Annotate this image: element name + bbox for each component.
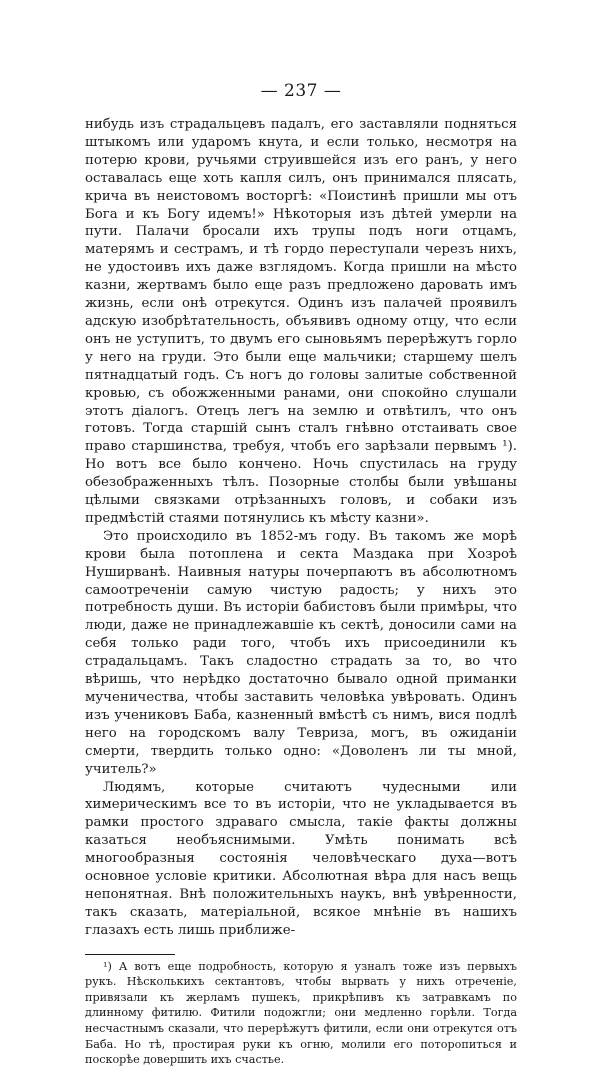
paragraph-3: Людямъ, которые считаютъ чудесными или химерическимъ все то въ исторіи, что не укладывается въ рамки простого здраваго смысла, такіе факты должны казаться необъяснимыми. Умѣть понимать всѣ многообразныя состоянія человѣческаго духа—вотъ основное условіе критики. Абсолютная вѣра для насъ вещь непонятная. Внѣ положительныхъ наукъ, внѣ увѣренности, такъ сказать, матеріальной, всякое мнѣніе въ нашихъ глазахъ есть лишь приближе- [85,779,517,938]
book-page [85,80,517,1068]
paragraph-2: Это происходило въ 1852-мъ году. Въ такомъ же морѣ крови была потоплена и секта Маздака при Хозроѣ Нуширванѣ. Наивныя натуры почерпаютъ въ абсолютномъ самоотреченіи самую чистую радость; у нихъ это потребность души. Въ исторіи бабистовъ были примѣры, что люди, даже не принадлежавшіе къ сектѣ, доносили сами на себя только ради того, чтобъ ихъ присоединили къ страдальцамъ. Такъ сладостно страдать за то, во что вѣришь, что нерѣдко достаточно бывало одной приманки мученичества, чтобы заставить человѣка увѣровать. Одинъ изъ учениковъ Баба, казненный вмѣстѣ съ нимъ, вися подлѣ него на городскомъ валу Тевриза, могъ, въ ожиданіи смерти, твердить только одно: «Доволенъ ли ты мной, учитель?» [85,528,517,777]
paragraph-1: нибудь изъ страдальцевъ падалъ, его заставляли подняться штыкомъ или ударомъ кнута, и если только, несмотря на потерю крови, ручьями струившейся изъ его ранъ, у него оставалась еще хоть капля силъ, онъ принимался плясать, крича въ неистовомъ восторгѣ: «Поистинѣ пришли мы отъ Бога и къ Богу идемъ!» Нѣкоторыя изъ дѣтей умерли на пути. Палачи бросали ихъ трупы подъ ноги отцамъ, матерямъ и сестрамъ, и тѣ гордо переступали черезъ нихъ, не удостоивъ ихъ даже взглядомъ. Когда пришли на мѣсто казни, жертвамъ было еще разъ предложено даровать имъ жизнь, если онѣ отрекутся. Одинъ изъ палачей проявилъ адскую изобрѣтательность, объявивъ одному отцу, что если онъ не уступитъ, то двумъ его сыновьямъ перерѣжутъ горло у него на груди. Это были еще мальчики; старшему шелъ пятнадцатый годъ. Съ ногъ до головы залитые собственной кровью, съ обожженными ранами, они спокойно слушали этотъ діалогъ. Отецъ легъ на землю и отвѣтилъ, что онъ готовъ. Тогда старшій сынъ сталъ гнѣвно отстаивать свое право старшинства, требуя, чтобъ его зарѣзали первымъ ¹). Но вотъ все было кончено. Ночь спустилась на груду обезображенныхъ тѣлъ. Позорные столбы были увѣшаны цѣлыми связками отрѣзанныхъ головъ, и собаки изъ предмѣстій стаями потянулись къ мѣсту казни». [85,117,517,526]
footnote-divider [85,954,175,955]
body-text [85,116,517,940]
footnote: ¹) А вотъ еще подробность, которую я узналъ тоже изъ первыхъ рукъ. Нѣсколькихъ сектантовъ, чтобы вырвать у нихъ отреченіе, привязали къ жерламъ пушекъ, прикрѣпивъ къ затравкамъ по длинному фитилю. Фитили подожгли; они медленно горѣли. Тогда несчастнымъ сказали, что перерѣжутъ фитили, если они отрекутся отъ Баба. Но тѣ, простирая руки къ огню, молили его поторопиться и поскорѣе довершить ихъ счастье. [85,959,517,1067]
page-number: — 237 — [260,81,342,101]
